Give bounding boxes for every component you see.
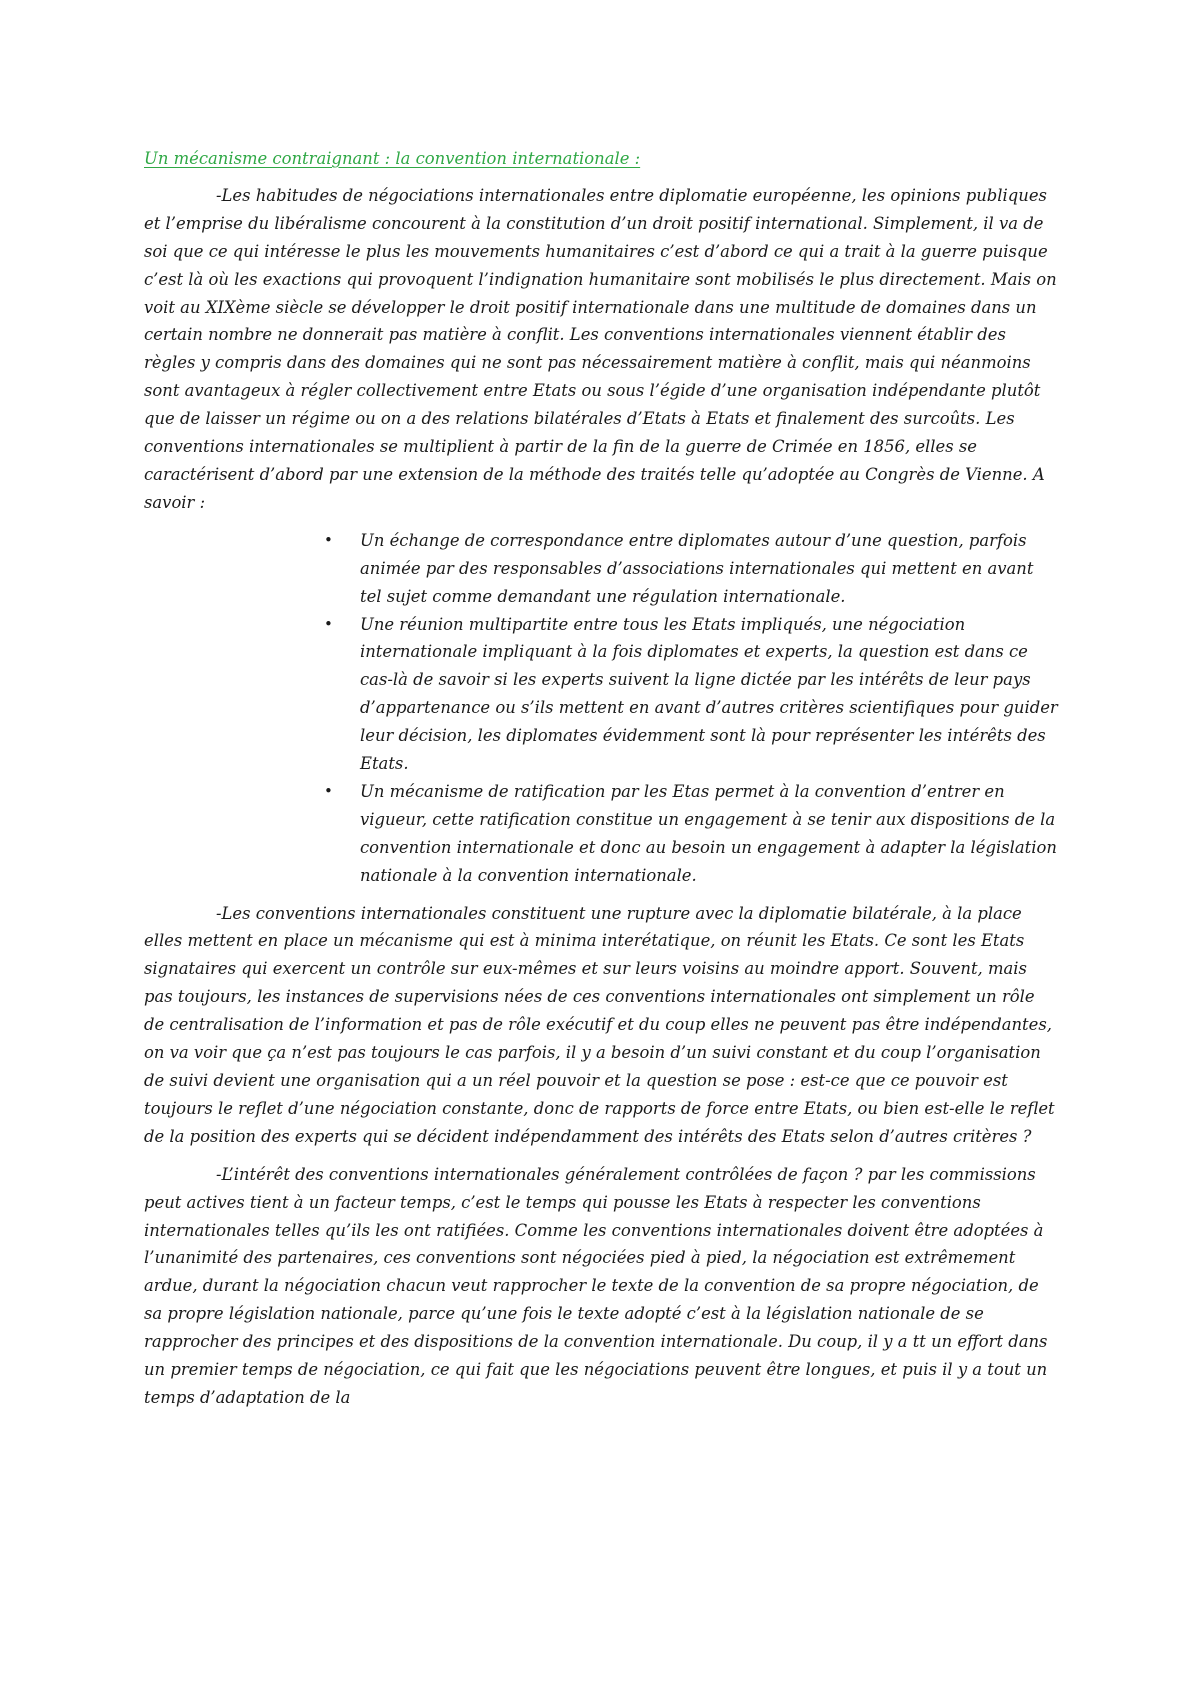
bullet-text: Une réunion multipartite entre tous les Etats impliqués, une négociation internationale impliquant à la fois diplomates et experts, la question est dans ce cas-là de savoir si les experts suivent la ligne dictée par les intérêts de leur pays d’appartenance ou s’ils mettent en avant d’autres critères scientifiques pour guider leur décision, les diplomates évidemment sont là pour représenter les intérêts des Etats. — [360, 614, 1058, 774]
paragraph-2: -Les conventions internationales constituent une rupture avec la diplomatie bilatérale, à la place elles mettent en place un mécanisme qui est à minima interétatique, on réunit les Etats. Ce sont les Etats signataires qui exercent un contrôle sur eux-mêmes et sur leurs voisins au moindre apport. Souvent, mais pas toujours, les instances de supervisions nées de ces conventions internationales ont simplement un rôle de centralisation de l’information et pas de rôle exécutif et du coup elles ne peuvent pas être indépendantes, on va voir que ça n’est pas toujours le cas parfois, il y a besoin d’un suivi constant et du coup l’organisation de suivi devient une organisation qui a un réel pouvoir et la question se pose : est-ce que ce pouvoir est toujours le reflet d’une négociation constante, donc de rapports de force entre Etats, ou bien est-elle le reflet de la position des experts qui se décident indépendamment des intérêts des Etats selon d’autres critères ? — [144, 903, 1055, 1146]
bullet-item — [324, 778, 1059, 890]
bullet-item — [324, 527, 1059, 611]
bullet-icon: • — [324, 781, 333, 800]
bullet-text: Un échange de correspondance entre diplomates autour d’une question, parfois animée par des responsables d’associations internationales qui mettent en avant tel sujet comme demandant une régulation internationale. — [360, 530, 1034, 606]
bullet-item — [324, 611, 1059, 778]
paragraph-1: -Les habitudes de négociations internationales entre diplomatie européenne, les opinions publiques et l’emprise du libéralisme concourent à la constitution d’un droit positif international. Simplement, il va de soi que ce qui intéresse le plus les mouvements humanitaires c’est d’abord ce qui a trait à la guerre puisque c’est là où les exactions qui provoquent l’indignation humanitaire sont mobilisés le plus directement. Mais on voit au XIXème siècle se développer le droit positif internationale dans une multitude de domaines dans un certain nombre ne donnerait pas matière à conflit. Les conventions internationales viennent établir des règles y compris dans des domaines qui ne sont pas nécessairement matière à conflit, mais qui néanmoins sont avantageux à régler collectivement entre Etats ou sous l’égide d’une organisation indépendante plutôt que de laisser un régime ou on a des relations bilatérales d’Etats à Etats et finalement des surcoûts. Les conventions internationales se multiplient à partir de la fin de la guerre de Crimée en 1856, elles se caractérisent d’abord par une extension de la méthode des traités telle qu’adoptée au Congrès de Vienne. A savoir : — [144, 185, 1057, 512]
bullet-icon: • — [324, 614, 333, 633]
bullet-list — [144, 527, 1059, 890]
bullet-text: Un mécanisme de ratification par les Etas permet à la convention d’entrer en vigueur, cette ratification constitue un engagement à se tenir aux dispositions de la convention internationale et donc au besoin un engagement à adapter la législation nationale à la convention internationale. — [360, 781, 1057, 885]
paragraph-3: -L’intérêt des conventions internationales généralement contrôlées de façon ? par les commissions peut actives tient à un facteur temps, c’est le temps qui pousse les Etats à respecter les conventions internationales telles qu’ils les ont ratifiées. Comme les conventions internationales doivent être adoptées à l’unanimité des partenaires, ces conventions sont négociées pied à pied, la négociation est extrêmement ardue, durant la négociation chacun veut rapprocher le texte de la convention de sa propre négociation, de sa propre législation nationale, parce qu’une fois le texte adopté c’est à la législation nationale de se rapprocher des principes et des dispositions de la convention internationale. Du coup, il y a tt un effort dans un premier temps de négociation, ce qui fait que les négociations peuvent être longues, et puis il y a tout un temps d’adaptation de la — [144, 1164, 1048, 1407]
bullet-icon: • — [324, 530, 333, 549]
section-heading: Un mécanisme contraignant : la convention internationale : — [144, 149, 641, 168]
document-body — [144, 145, 1059, 1422]
